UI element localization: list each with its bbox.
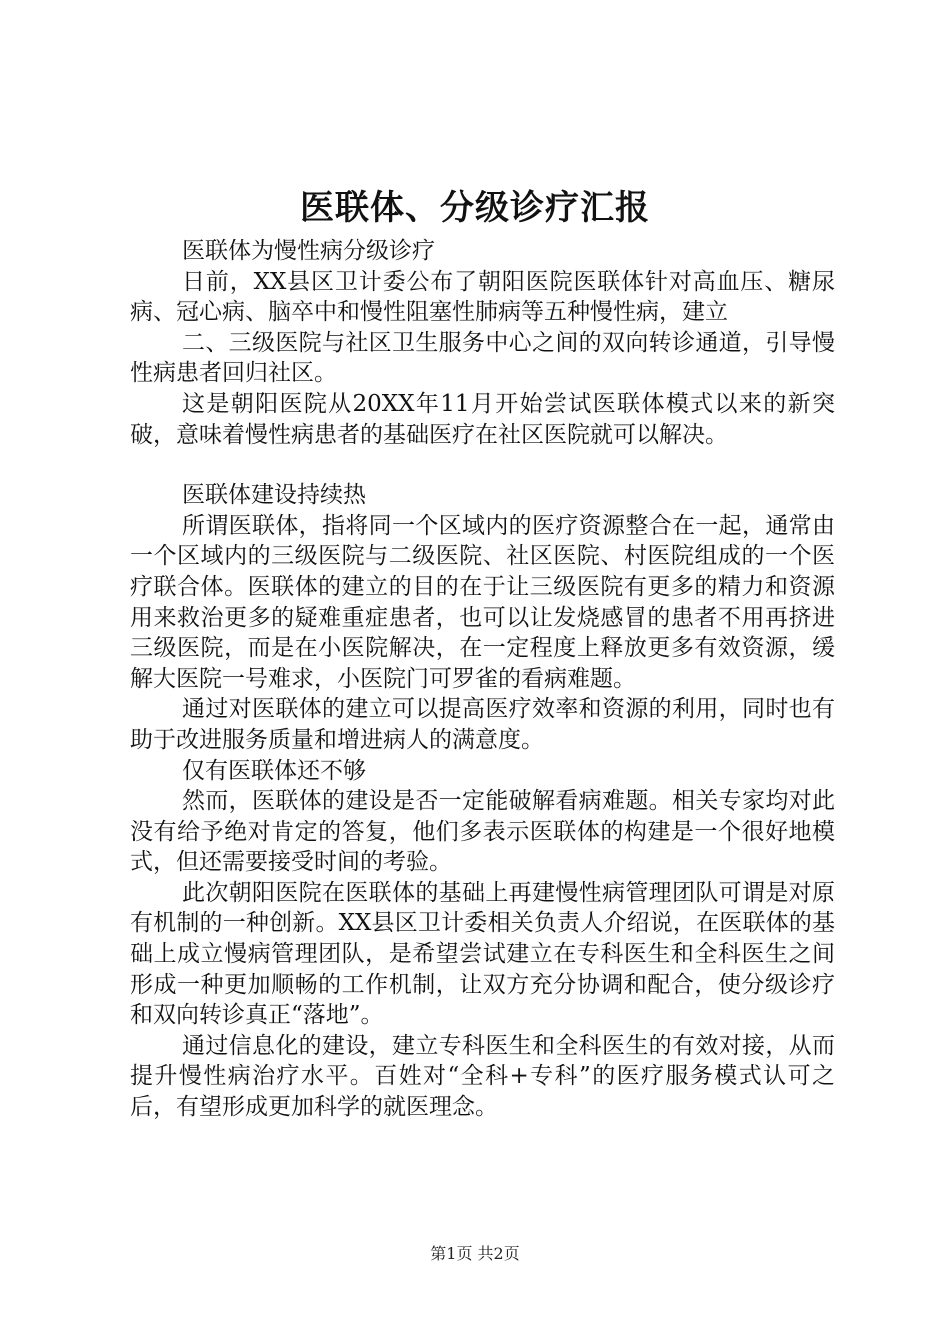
subheading-construction: 医联体建设持续热 [182,482,366,509]
subheading-not-enough: 仅有医联体还不够 [182,757,366,784]
paragraph-announcement: 日前，XX县区卫计委公布了朝阳医院医联体针对高血压、糖尿病、冠心病、脑卒中和慢性阻塞性肺病等五种慢性病，建立 [130,268,835,326]
paragraph-informatization: 通过信息化的建设，建立专科医生和全科医生的有效对接，从而提升慢性病治疗水平。百姓对“全科+专科”的医疗服务模式认可之后，有望形成更加科学的就医理念。 [130,1032,835,1121]
paragraph-gap [130,450,835,480]
paragraph-breakthrough: 这是朝阳医院从20XX年11月开始尝试医联体模式以来的新突破，意味着慢性病患者的基础医疗在社区医院就可以解决。 [130,390,835,448]
paragraph-innovation: 此次朝阳医院在医联体的基础上再建慢性病管理团队可谓是对原有机制的一种创新。XX县区卫计委相关负责人介绍说，在医联体的基础上成立慢病管理团队，是希望尝试建立在专科医生和全科医生之间形成一种更加顺畅的工作机制，让双方充分协调和配合，使分级诊疗和双向转诊真正“落地”。 [130,879,835,1029]
document-body [130,236,835,1123]
paragraph-efficiency: 通过对医联体的建立可以提高医疗效率和资源的利用，同时也有助于改进服务质量和增进病人的满意度。 [130,696,835,753]
subheading-chronic-disease: 医联体为慢性病分级诊疗 [182,238,435,264]
paragraph-expert-opinion: 然而，医联体的建设是否一定能破解看病难题。相关专家均对此没有给予绝对肯定的答复，他们多表示医联体的构建是一个很好地模式，但还需要接受时间的考验。 [130,788,835,876]
document-title: 医联体、分级诊疗汇报 [300,188,650,228]
page-number-footer: 第1页 共2页 [430,1244,520,1263]
paragraph-definition: 所谓医联体，指将同一个区域内的医疗资源整合在一起，通常由一个区域内的三级医院与二级医院、社区医院、村医院组成的一个医疗联合体。医联体的建立的目的在于让三级医院有更多的精力和资源用来救治更多的疑难重症患者，也可以让发烧感冒的患者不用再挤进三级医院，而是在小医院解决，在一定程度上释放更多有效资源，缓解大医院一号难求，小医院门可罗雀的看病难题。 [130,512,835,692]
paragraph-referral-channel: 二、三级医院与社区卫生服务中心之间的双向转诊通道，引导慢性病患者回归社区。 [130,329,835,387]
